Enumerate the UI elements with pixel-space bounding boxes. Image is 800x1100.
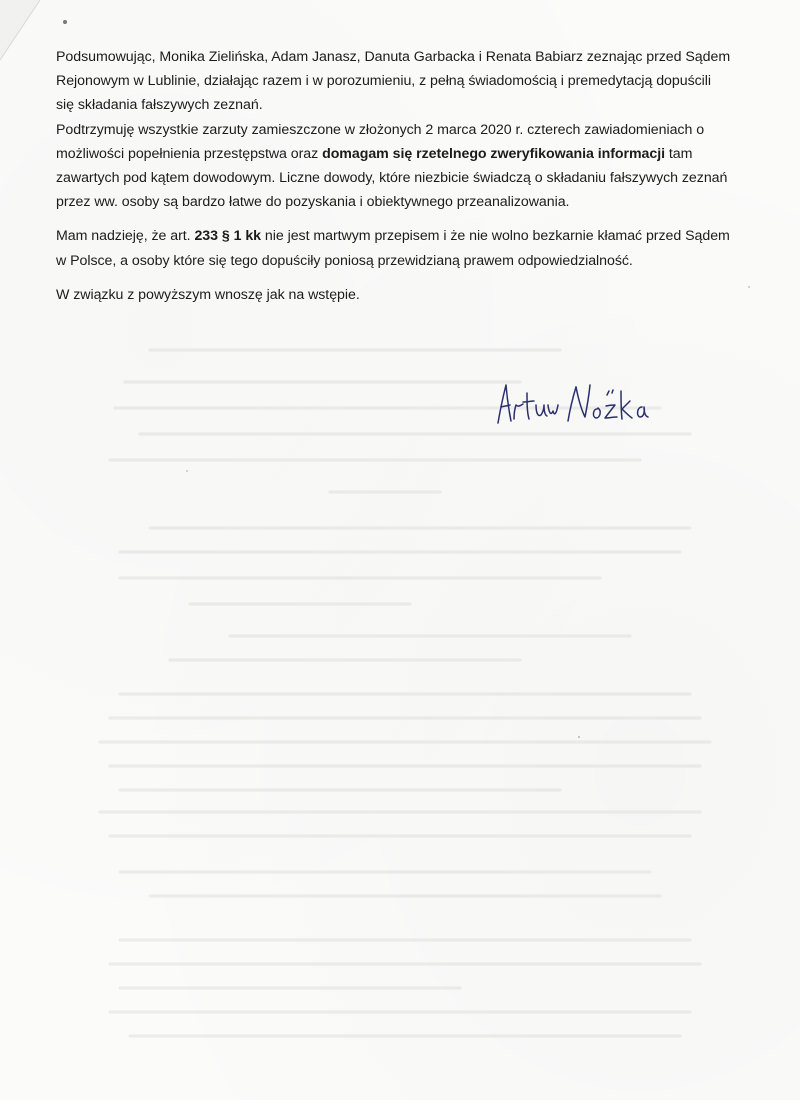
dust-speck — [578, 736, 580, 738]
paragraph-conclusion — [56, 283, 731, 307]
paragraph-summary — [56, 45, 731, 118]
dust-speck — [748, 286, 750, 288]
signature-ink — [492, 375, 692, 435]
paragraph-text: Podsumowując, Monika Zielińska, Adam Janasz, Danuta Garbacka i Renata Babiarz zeznając przed Sądem Rejonowym w Lublinie, działając razem i w porozumieniu, z pełną świadomością i premedytacją dopuścili się składania fałszywych zeznań. — [56, 49, 731, 114]
paragraph-text: Podtrzymuję wszystkie zarzuty zamieszczone w złożonych 2 marca 2020 r. czterech zawiadomieniach o możliwości popełnienia przestępstwa oraz — [56, 121, 705, 162]
emphasis-text: domagam się rzetelnego zweryfikowania informacji — [322, 145, 666, 162]
legal-article-reference: 233 § 1 kk — [194, 228, 262, 245]
paragraph-text: W związku z powyższym wnoszę jak na wstępie. — [56, 286, 360, 303]
handwritten-signature — [492, 375, 692, 435]
paragraph-hope — [56, 224, 731, 272]
paragraph-charges — [56, 118, 731, 215]
paragraph-text: nie jest martwym przepisem i że nie wolno bezkarnie kłamać przed Sądem w Polsce, a osoby które się tego dopuściły poniosą przewidzianą prawem odpowiedzialność. — [56, 228, 730, 269]
paragraph-text: Mam nadzieję, że art. — [56, 228, 195, 245]
dust-speck — [186, 470, 188, 472]
document-body — [56, 45, 731, 307]
dust-speck — [63, 20, 67, 24]
paragraph-text: tam zawartych pod kątem dowodowym. Liczne dowody, które niezbicie świadczą o składaniu fałszywych zeznań przez ww. osoby są bardzo łatwe do pozyskania i obiektywnego przeanalizowania. — [56, 145, 728, 211]
